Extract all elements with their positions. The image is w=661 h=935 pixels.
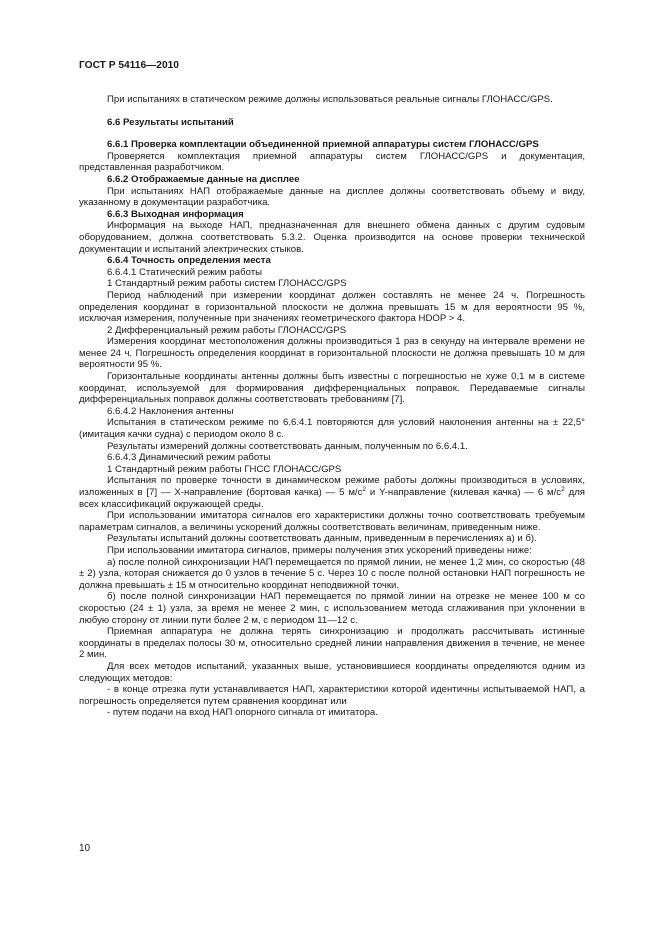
paragraph: Для всех методов испытаний, указанных выше, установившиеся координаты определяются одним из следующих методов:	[79, 660, 585, 684]
paragraph: Период наблюдений при измерении координат должен составлять не менее 24 ч. Погрешность определения координат в горизонтальной плоскости не должна превышать 15 м для вероятности 95 %, исключая измерения, полученные при значениях геометрического фактора HDOP > 4.	[79, 289, 585, 325]
text-span: и Y-направление (килевая качка) — 6 м/с	[366, 487, 562, 498]
clause-title: 1 Стандартный режим работы ГНСС ГЛОНАСС/GPS	[107, 463, 342, 475]
paragraph: Приемная аппаратура не должна терять синхронизацию и продолжать рассчитывать истинные координаты в пределах полосы 30 м, относительно средней линии направления движения в течение, не менее 2 мин.	[79, 626, 585, 661]
standard-header: ГОСТ Р 54116—2010	[79, 60, 179, 71]
paragraph: Испытания в статическом режиме по 6.6.4.1 повторяются для условий наклонения антенны на ± 22,5° (имитация качки судна) с периодом около 8 с.	[79, 417, 585, 441]
paragraph: При испытаниях НАП отображаемые данные на дисплее должны соответствовать объему и виду, указанному в документации разработчика.	[79, 185, 585, 209]
paragraph: Измерения координат местоположения должны производиться 1 раз в секунду на интервале времени не менее 24 ч. Погрешность определения координат в горизонтальной плоскости не должна превышать 10 м для вероятности 95 %.	[79, 336, 585, 371]
list-item: а) после полной синхронизации НАП перемещается по прямой линии, не менее 1,2 мин, со скоростью (48 ± 2) узла, которая снижается до 0 узлов в течение 5 с. Через 10 с после полной остановки НАП погрешность не должна превышать ± 15 м относительно координат неподвижной точки.	[79, 556, 585, 591]
paragraph: Результаты испытаний должны соответствовать данным, приведенным в перечислениях а) и б).	[107, 533, 537, 545]
subsection-heading: 6.6.1 Проверка комплектации объединенной приемной аппаратуры систем ГЛОНАСС/GPS	[107, 139, 539, 151]
paragraph: Горизонтальные координаты антенны должны быть известны с погрешностью не хуже 0,1 м в системе координат, используемой для формирования дифференциальных поправок. Передаваемые сигналы дифференциальных поправок должны соответствовать требованиям [7].	[79, 371, 585, 406]
paragraph: При испытаниях в статическом режиме должны использоваться реальные сигналы ГЛОНАСС/GPS.	[107, 94, 553, 105]
list-item: - в конце отрезка пути устанавливается НАП, характеристики которой идентичны испытываемой НАП, а погрешность определяется путем сравнения координат или	[79, 684, 585, 707]
subsection-heading: 6.6.4 Точность определения места	[107, 255, 271, 267]
section-heading: 6.6 Результаты испытаний	[107, 116, 234, 128]
clause-title: 6.6.4.2 Наклонения антенны	[107, 405, 234, 417]
subsection-heading: 6.6.2 Отображаемые данные на дисплее	[107, 173, 300, 185]
paragraph: Результаты измерений должны соответствовать данным, полученным по 6.6.4.1.	[107, 440, 468, 452]
page-number: 10	[79, 843, 91, 854]
text-span: для всех классификаций окружающей среды.	[79, 487, 585, 510]
paragraph: Проверяется комплектация приемной аппаратуры систем ГЛОНАСС/GPS и документация, представленная разработчиком.	[79, 150, 585, 174]
clause-title: 6.6.4.1 Статический режим работы	[107, 266, 262, 278]
paragraph: При использовании имитатора сигналов, примеры получения этих ускорений приведены ниже:	[107, 544, 532, 556]
clause-title: 6.6.4.3 Динамический режим работы	[107, 452, 271, 464]
list-item: б) после полной синхронизации НАП перемещается по прямой линии на отрезке не менее 100 м со скоростью (24 ± 1) узла, за время не менее 2 мин, с использованием метода сглаживания при уклонении в любую сторону от линии пути более 2 м, с периодом 11—12 с.	[79, 591, 585, 626]
subsection-heading: 6.6.3 Выходная информация	[107, 208, 244, 220]
list-item: - путем подачи на вход НАП опорного сигнала от имитатора.	[107, 707, 378, 719]
document-body	[79, 94, 585, 719]
text-span: Испытания по проверке точности в динамическом режиме работы должны производиться в условиях, изложенных в [7] — X-направление (бортовая качка) — 5 м/с	[79, 475, 585, 498]
superscript: 2	[561, 485, 565, 493]
paragraph-accelerations	[79, 475, 585, 510]
paragraph: При использовании имитатора сигналов его характеристики должны точно соответствовать требуемым параметрам сигналов, а величины ускорений должны соответствовать величинам, приведенным ниже.	[79, 510, 585, 533]
clause-title: 1 Стандартный режим работы систем ГЛОНАСС/GPS	[107, 278, 347, 290]
paragraph: Информация на выходе НАП, предназначенная для внешнего обмена данных с другим судовым оборудованием, должна соответствовать 5.3.2. Оценка производится на основе проверки технической документации и испытаний электрических стыков.	[79, 220, 585, 255]
clause-title: 2 Дифференциальный режим работы ГЛОНАСС/GPS	[107, 324, 347, 336]
superscript: 2	[362, 485, 367, 493]
